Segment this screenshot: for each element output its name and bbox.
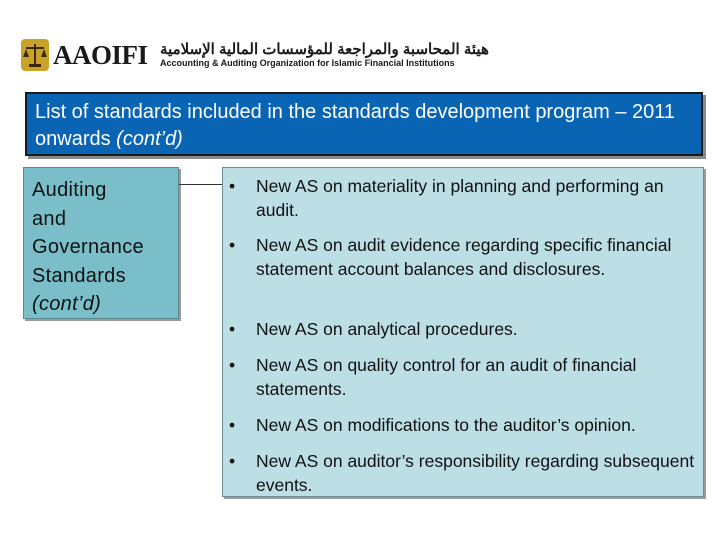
list-item-text: New AS on audit evidence regarding specific financial statement account balances and disclosures. bbox=[256, 235, 672, 279]
list-item bbox=[223, 233, 697, 281]
category-line: Auditing bbox=[32, 179, 107, 201]
list-item bbox=[223, 317, 697, 341]
bullet-icon: • bbox=[229, 451, 236, 471]
list-item-text: New AS on quality control for an audit of financial statements. bbox=[256, 355, 637, 399]
bullet-icon: • bbox=[229, 355, 236, 375]
slide-title bbox=[35, 99, 693, 153]
connector-line bbox=[179, 184, 222, 185]
list-item bbox=[223, 353, 697, 401]
list-item-text: New AS on auditor’s responsibility regarding subsequent events. bbox=[256, 451, 695, 495]
logo-english-name: Accounting & Auditing Organization for Islamic Financial Institutions bbox=[160, 58, 455, 68]
category-line: Standards bbox=[32, 264, 126, 287]
category-line: Governance bbox=[32, 236, 144, 259]
category-suffix: (cont’d) bbox=[32, 293, 102, 316]
bullet-icon: • bbox=[229, 415, 236, 435]
bullet-icon: • bbox=[229, 176, 236, 196]
standards-list-box bbox=[222, 167, 704, 497]
logo-wordmark: AAOIFI bbox=[53, 40, 148, 70]
list-item-text: New AS on materiality in planning and performing an audit. bbox=[256, 176, 664, 220]
bullet-icon: • bbox=[229, 235, 236, 255]
slide-title-box bbox=[25, 92, 703, 156]
list-item-text: New AS on modifications to the auditor’s opinion. bbox=[256, 415, 636, 435]
category-box bbox=[23, 167, 179, 319]
slide-title-main: List of standards included in the standards development program – 2011 onwards bbox=[35, 101, 676, 150]
aaoifi-logo bbox=[20, 38, 489, 76]
scales-of-justice-icon bbox=[20, 38, 50, 72]
list-item bbox=[223, 449, 697, 497]
bullet-icon: • bbox=[229, 319, 236, 339]
list-item bbox=[223, 174, 697, 222]
logo-arabic-name: هيئة المحاسبة والمراجعة للمؤسسات المالية الإسلامية bbox=[160, 41, 489, 58]
slide-title-suffix: (cont’d) bbox=[116, 128, 183, 150]
list-item bbox=[223, 413, 697, 437]
list-item-text: New AS on analytical procedures. bbox=[256, 319, 518, 339]
category-label bbox=[32, 176, 144, 319]
category-line: and bbox=[32, 207, 67, 230]
